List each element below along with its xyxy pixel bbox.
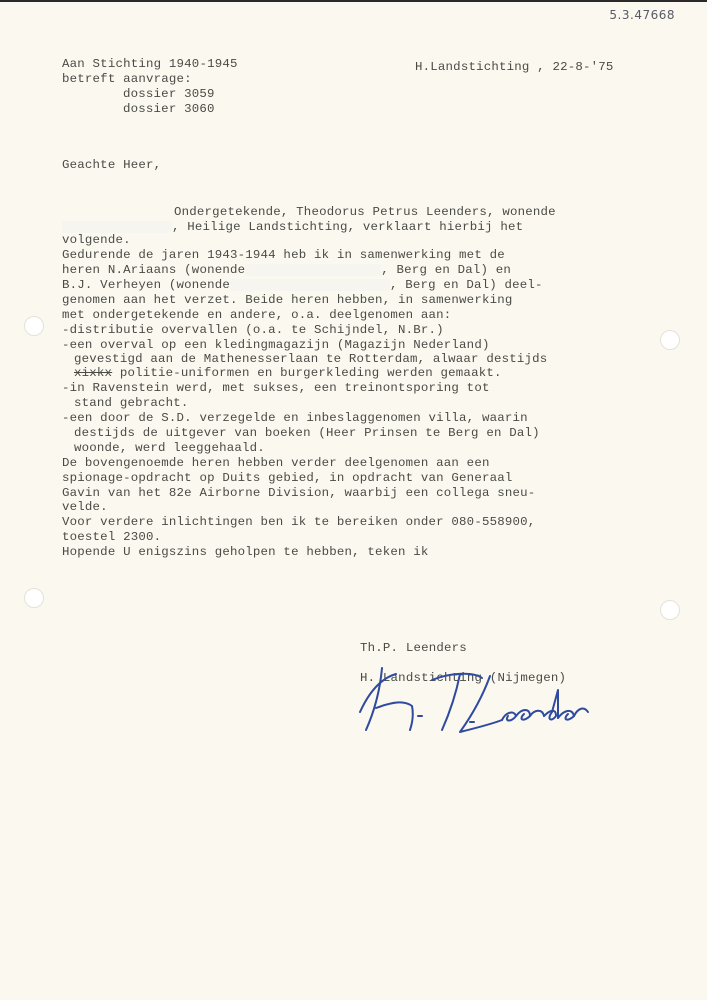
body-line-20: velde. (62, 500, 108, 514)
body-line-3: Gedurende de jaren 1943-1944 heb ik in samenwerking met de (62, 248, 505, 262)
archive-reference: 5.3.47668 (609, 8, 675, 22)
closing-name: Th.P. Leenders (360, 641, 467, 655)
body-line-22: toestel 2300. (62, 530, 162, 544)
place-date: H.Landstichting , 22-8-'75 (415, 60, 614, 74)
punch-hole (660, 600, 680, 620)
page-top-edge (0, 0, 707, 2)
body-line-12: -in Ravenstein werd, met sukses, een treinontsporing tot (62, 381, 490, 395)
redaction (230, 279, 390, 291)
punch-hole (660, 330, 680, 350)
body-line-9: -een overval op een kledingmagazijn (Magazijn Nederland) (62, 338, 490, 352)
body-line-17: De bovengenoemde heren hebben verder deelgenomen aan een (62, 456, 490, 470)
subject-line: betreft aanvrage: (62, 72, 192, 86)
body-line-15: destijds de uitgever van boeken (Heer Prinsen te Berg en Dal) (74, 426, 540, 440)
dossier-2: dossier 3060 (123, 102, 215, 116)
body-line-13: stand gebracht. (74, 396, 189, 410)
body-line-21: Voor verdere inlichtingen ben ik te bereiken onder 080-558900, (62, 515, 536, 529)
body-line-8: -distributie overvallen (o.a. te Schijndel, N.Br.) (62, 323, 444, 337)
redaction (245, 264, 381, 276)
body-line-6: genomen aan het verzet. Beide heren hebben, in samenwerking (62, 293, 513, 307)
dossier-1: dossier 3059 (123, 87, 215, 101)
body-line-11: xixkx politie-uniformen en burgerkleding werden gemaakt. (74, 366, 502, 380)
body-line-5: B.J. Verheyen (wonende , Berg en Dal) deel- (62, 278, 543, 292)
punch-hole (24, 588, 44, 608)
body-line-18: spionage-opdracht op Duits gebied, in opdracht van Generaal (62, 471, 513, 485)
redaction (62, 221, 172, 233)
body-line-1: , Heilige Landstichting, verklaart hierbij het (62, 220, 523, 235)
handwritten-signature (352, 650, 602, 740)
closing-location: H. Landstichting (Nijmegen) (360, 671, 567, 685)
body-line-10: gevestigd aan de Mathenesserlaan te Rotterdam, alwaar destijds (74, 352, 548, 366)
punch-hole (24, 316, 44, 336)
body-line-23: Hopende U enigszins geholpen te hebben, teken ik (62, 545, 429, 559)
body-line-14: -een door de S.D. verzegelde en inbeslaggenomen villa, waarin (62, 411, 528, 425)
body-line-2: volgende. (62, 233, 131, 247)
body-line-16: woonde, werd leeggehaald. (74, 441, 265, 455)
body-line-7: met ondergetekende en andere, o.a. deelgenomen aan: (62, 308, 452, 322)
salutation: Geachte Heer, (62, 158, 162, 172)
struck-word: xixkx (74, 366, 113, 380)
recipient-line: Aan Stichting 1940-1945 (62, 57, 238, 71)
body-line-0: Ondergetekende, Theodorus Petrus Leenders, wonende (174, 205, 556, 219)
body-line-4: heren N.Ariaans (wonende , Berg en Dal) en (62, 263, 512, 277)
body-line-19: Gavin van het 82e Airborne Division, waarbij een collega sneu- (62, 486, 536, 500)
